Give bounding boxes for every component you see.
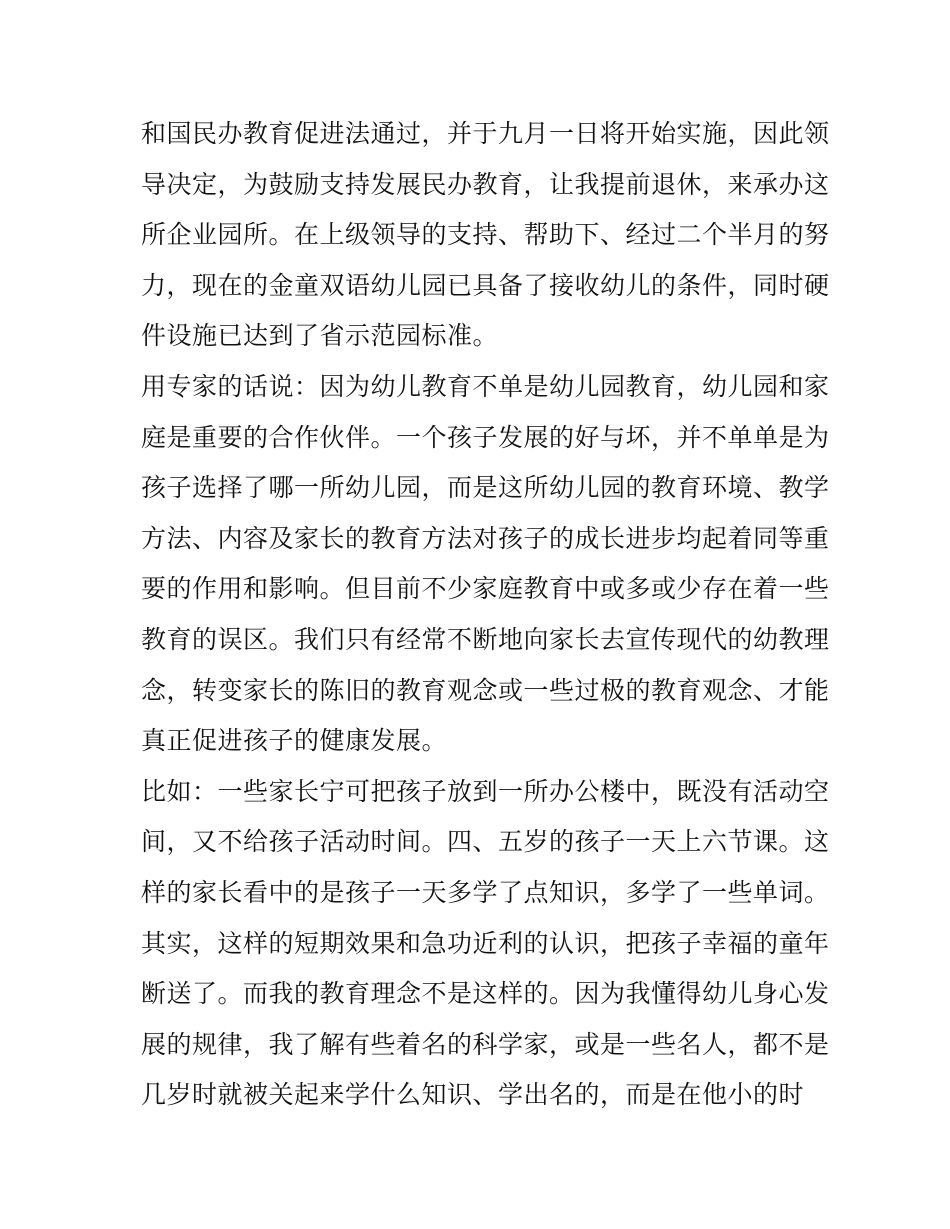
text-line: 真正促进孩子的健康发展。 <box>141 726 448 756</box>
text-line: 比如：一些家长宁可把孩子放到一所办公楼中，既没有活动空 <box>141 776 830 806</box>
text-line: 样的家长看中的是孩子一天多学了点知识，多学了一些单词。 <box>141 877 830 907</box>
text-line: 导决定，为鼓励支持发展民办教育，让我提前退休，来承办这 <box>141 169 830 199</box>
text-line: 件设施已达到了省示范园标准。 <box>141 321 499 351</box>
text-line: 和国民办教育促进法通过，并于九月一日将开始实施，因此领 <box>141 119 830 148</box>
text-line: 几岁时就被关起来学什么知识、学出名的，而是在他小的时 <box>141 1080 805 1110</box>
body-text <box>141 109 830 1121</box>
text-line: 其实，这样的短期效果和急功近利的认识，把孩子幸福的童年 <box>141 928 830 958</box>
text-line: 念，转变家长的陈旧的教育观念或一些过极的教育观念、才能 <box>141 675 830 705</box>
text-line: 用专家的话说：因为幼儿教育不单是幼儿园教育，幼儿园和家 <box>141 371 830 401</box>
text-line: 力，现在的金童双语幼儿园已具备了接收幼儿的条件，同时硬 <box>141 270 830 300</box>
text-line: 要的作用和影响。但目前不少家庭教育中或多或少存在着一些 <box>141 574 830 604</box>
text-line: 断送了。而我的教育理念不是这样的。因为我懂得幼儿身心发 <box>141 979 830 1009</box>
text-line: 庭是重要的合作伙伴。一个孩子发展的好与坏，并不单单是为 <box>141 422 830 452</box>
text-line: 间，又不给孩子活动时间。四、五岁的孩子一天上六节课。这 <box>141 827 830 857</box>
text-line: 展的规律，我了解有些着名的科学家，或是一些名人，都不是 <box>141 1029 830 1059</box>
text-line: 孩子选择了哪一所幼儿园，而是这所幼儿园的教育环境、教学 <box>141 473 830 503</box>
text-line: 方法、内容及家长的教育方法对孩子的成长进步均起着同等重 <box>141 523 830 553</box>
text-line: 教育的误区。我们只有经常不断地向家长去宣传现代的幼教理 <box>141 624 830 654</box>
text-line: 所企业园所。在上级领导的支持、帮助下、经过二个半月的努 <box>141 220 830 250</box>
